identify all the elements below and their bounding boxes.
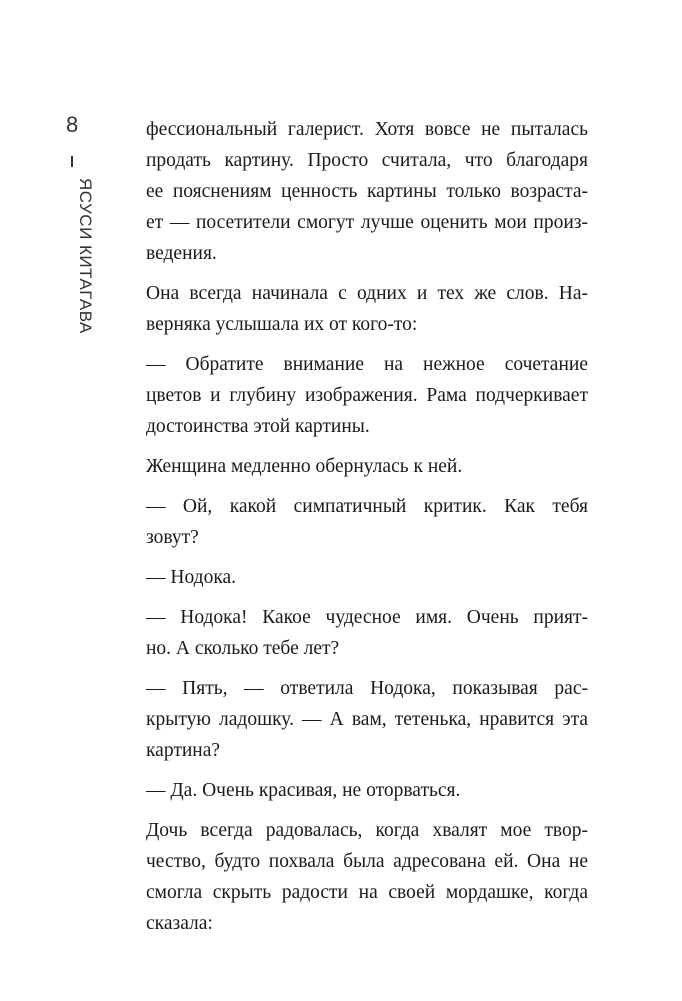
text-line: Женщина медленно обернулась к ней. (146, 456, 463, 477)
text-line: — Нодока. (146, 567, 237, 588)
text-line: ведения. (146, 243, 217, 264)
text-line: Дочь всегда радовалась, когда хвалят мое твор- (146, 820, 588, 841)
text-line: зовут? (146, 527, 199, 548)
page-number: 8 (66, 112, 79, 137)
paragraph (146, 349, 588, 442)
body-text (146, 114, 588, 948)
text-line: продать картину. Просто считала, что благодаря (146, 150, 588, 171)
text-line: достоинства этой картины. (146, 416, 370, 437)
text-line: смогла скрыть радости на своей мордашке, когда (146, 882, 588, 903)
text-line: верняка услышала их от кого-то: (146, 314, 418, 335)
page-margin (56, 112, 96, 352)
paragraph (146, 491, 588, 553)
text-line: — Обратите внимание на нежное сочетание (146, 354, 588, 375)
text-line: — Пять, — ответила Нодока, показывая рас- (146, 678, 588, 699)
text-line: — Нодока! Какое чудесное имя. Очень прият- (146, 607, 588, 628)
paragraph (146, 562, 588, 593)
paragraph (146, 602, 588, 664)
text-line: крытую ладошку. — А вам, тетенька, нравится эта (146, 709, 588, 730)
text-line: цветов и глубину изображения. Рама подчеркивает (146, 385, 588, 406)
text-line: — Ой, какой симпатичный критик. Как тебя (146, 496, 588, 517)
text-line: ет — посетители смогут лучше оценить мои произ- (146, 212, 588, 233)
paragraph (146, 114, 588, 269)
paragraph (146, 775, 588, 806)
text-line: ее пояснениям ценность картины только возраста- (146, 181, 588, 202)
text-line: сказала: (146, 913, 213, 934)
paragraph (146, 278, 588, 340)
text-line: — Да. Очень красивая, не оторваться. (146, 780, 461, 801)
text-line: картина? (146, 740, 221, 761)
text-line: Она всегда начинала с одних и тех же слов. На- (146, 283, 588, 304)
paragraph (146, 673, 588, 766)
paragraph (146, 451, 588, 482)
margin-divider (71, 156, 73, 167)
text-line: но. А сколько тебе лет? (146, 638, 340, 659)
running-head-author: ЯСУСИ КИТАГАВА (76, 178, 95, 334)
text-line: чество, будто похвала была адресована ей. Она не (146, 851, 588, 872)
text-line: фессиональный галерист. Хотя вовсе не пыталась (146, 119, 588, 140)
paragraph (146, 815, 588, 939)
